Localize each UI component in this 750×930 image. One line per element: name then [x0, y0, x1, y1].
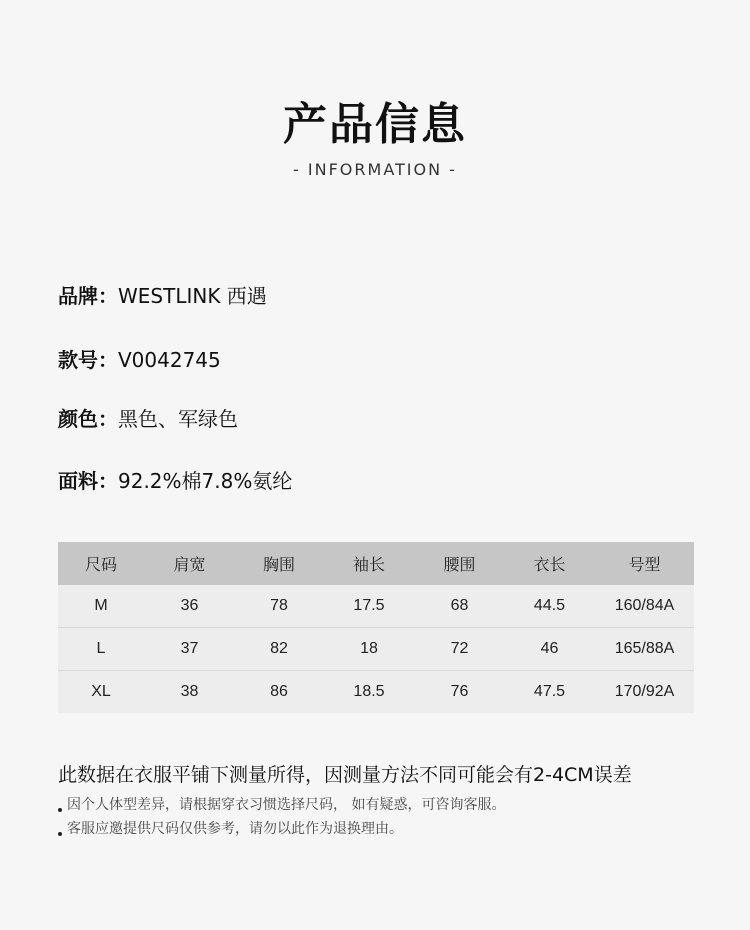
- column-header: 胸围: [235, 542, 323, 585]
- page-subtitle: - INFORMATION -: [293, 160, 457, 179]
- table-row: [58, 628, 694, 671]
- info-value: 92.2%棉7.8%氨纶: [118, 469, 293, 493]
- note-bullet-text: 因个人体型差异，请根据穿衣习惯选择尺码， 如有疑惑，可咨询客服。: [67, 797, 506, 813]
- info-brand: [58, 280, 267, 309]
- table-cell: 44.5: [504, 585, 595, 628]
- table-cell: 78: [235, 585, 323, 628]
- table-header-row: [58, 542, 694, 585]
- measurement-note: 此数据在衣服平铺下测量所得，因测量方法不同可能会有2-4CM误差: [58, 764, 632, 786]
- table-cell: XL: [58, 671, 144, 714]
- page-title: 产品信息: [283, 99, 467, 150]
- table-cell: 47.5: [504, 671, 595, 714]
- table-cell: 38: [144, 671, 235, 714]
- info-label: 款号：: [58, 348, 118, 372]
- table-cell: 82: [235, 628, 323, 671]
- table-cell: 165/88A: [595, 628, 694, 671]
- info-label: 面料：: [58, 469, 118, 493]
- column-header: 腰围: [415, 542, 504, 585]
- info-label: 颜色：: [58, 407, 118, 431]
- size-table: [58, 542, 694, 713]
- bullet-dot-icon: [58, 832, 62, 836]
- info-value: 黑色、军绿色: [118, 407, 238, 431]
- note-bullet-item: [58, 818, 403, 838]
- column-header: 衣长: [504, 542, 595, 585]
- table-cell: M: [58, 585, 144, 628]
- table-cell: 17.5: [323, 585, 415, 628]
- table-cell: 170/92A: [595, 671, 694, 714]
- table-cell: 76: [415, 671, 504, 714]
- table-cell: L: [58, 628, 144, 671]
- column-header: 袖长: [323, 542, 415, 585]
- info-fabric: [58, 465, 292, 494]
- table-row: [58, 585, 694, 628]
- info-label: 品牌：: [58, 284, 118, 308]
- table-row: [58, 671, 694, 714]
- note-bullet-text: 客服应邀提供尺码仅供参考，请勿以此作为退换理由。: [67, 821, 403, 837]
- table-cell: 68: [415, 585, 504, 628]
- table-cell: 46: [504, 628, 595, 671]
- table-cell: 72: [415, 628, 504, 671]
- column-header: 肩宽: [144, 542, 235, 585]
- table-cell: 36: [144, 585, 235, 628]
- info-value: WESTLINK 西遇: [118, 284, 267, 308]
- column-header: 号型: [595, 542, 694, 585]
- table-cell: 160/84A: [595, 585, 694, 628]
- info-value: V0042745: [118, 348, 221, 372]
- table-cell: 18: [323, 628, 415, 671]
- table-cell: 37: [144, 628, 235, 671]
- note-bullet-item: [58, 794, 505, 814]
- column-header: 尺码: [58, 542, 144, 585]
- info-color: [58, 403, 238, 432]
- info-style-number: [58, 344, 221, 373]
- table-cell: 18.5: [323, 671, 415, 714]
- table-cell: 86: [235, 671, 323, 714]
- bullet-dot-icon: [58, 808, 62, 812]
